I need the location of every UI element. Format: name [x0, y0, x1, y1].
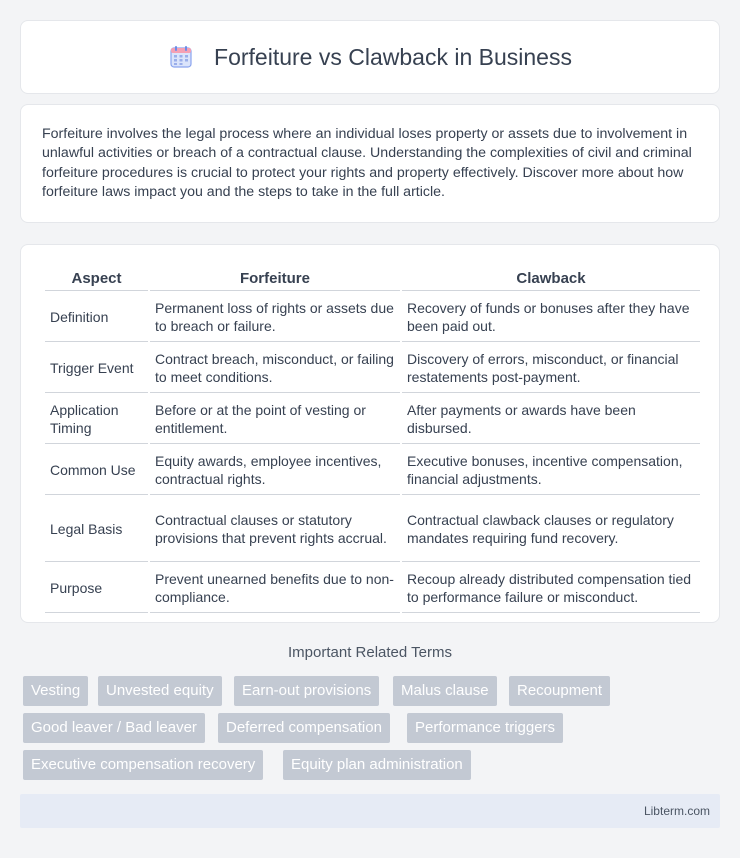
tag-malus-clause[interactable]: Malus clause [393, 676, 497, 706]
table-row [45, 564, 700, 613]
table-row [45, 446, 700, 495]
footer [20, 794, 720, 828]
row-clawback: Discovery of errors, misconduct, or financial restatements post-payment. [402, 344, 700, 393]
tag-deferred-compensation[interactable]: Deferred compensation [218, 713, 390, 743]
tag-good-leaver[interactable]: Good leaver / Bad leaver [23, 713, 205, 743]
table-row [45, 497, 700, 562]
footer-brand[interactable]: Libterm.com [643, 804, 710, 818]
row-forfeiture: Contractual clauses or statutory provisions that prevent rights accrual. [150, 497, 400, 562]
tag-executive-compensation-recovery[interactable]: Executive compensation recovery [23, 750, 263, 780]
table-header-row [45, 267, 700, 291]
row-forfeiture: Equity awards, employee incentives, contractual rights. [150, 446, 400, 495]
row-aspect: Legal Basis [45, 497, 148, 562]
row-forfeiture: Permanent loss of rights or assets due to breach or failure. [150, 293, 400, 342]
intro-text: Forfeiture involves the legal process where an individual loses property or assets due to involvement in unlawful activities or breach of a contractual clause. Understanding the complexities of civil and criminal forfeiture procedures is crucial to protect your rights and property effectively. Discover more about how forfeiture laws impact you and the steps to take in the full article. [42, 126, 692, 201]
page-title: Forfeiture vs Clawback in Business [214, 43, 572, 70]
comparison-card [20, 244, 720, 623]
comparison-table [43, 265, 702, 615]
row-forfeiture: Prevent unearned benefits due to non-compliance. [150, 564, 400, 613]
intro-card [20, 104, 720, 223]
row-aspect: Common Use [45, 446, 148, 495]
row-aspect: Definition [45, 293, 148, 342]
tag-earn-out-provisions[interactable]: Earn-out provisions [234, 676, 379, 706]
row-clawback: Contractual clawback clauses or regulatory mandates requiring fund recovery. [402, 497, 700, 562]
tag-equity-plan-administration[interactable]: Equity plan administration [283, 750, 471, 780]
row-clawback: Executive bonuses, incentive compensation, financial adjustments. [402, 446, 700, 495]
row-clawback: Recovery of funds or bonuses after they have been paid out. [402, 293, 700, 342]
row-forfeiture: Contract breach, misconduct, or failing to meet conditions. [150, 344, 400, 393]
row-clawback: After payments or awards have been disbursed. [402, 395, 700, 444]
header-aspect: Aspect [45, 267, 148, 291]
header-clawback: Clawback [402, 267, 700, 291]
tag-vesting[interactable]: Vesting [23, 676, 88, 706]
table-row [45, 344, 700, 393]
row-aspect: Trigger Event [45, 344, 148, 393]
tag-unvested-equity[interactable]: Unvested equity [98, 676, 222, 706]
row-aspect: Application Timing [45, 395, 148, 444]
related-terms-title: Important Related Terms [288, 644, 452, 661]
row-aspect: Purpose [45, 564, 148, 613]
row-forfeiture: Before or at the point of vesting or entitlement. [150, 395, 400, 444]
calendar-icon [168, 44, 194, 70]
row-clawback: Recoup already distributed compensation tied to performance failure or misconduct. [402, 564, 700, 613]
header-forfeiture: Forfeiture [150, 267, 400, 291]
table-row [45, 395, 700, 444]
table-row [45, 293, 700, 342]
tag-recoupment[interactable]: Recoupment [509, 676, 610, 706]
tag-performance-triggers[interactable]: Performance triggers [407, 713, 563, 743]
header-card [20, 20, 720, 94]
